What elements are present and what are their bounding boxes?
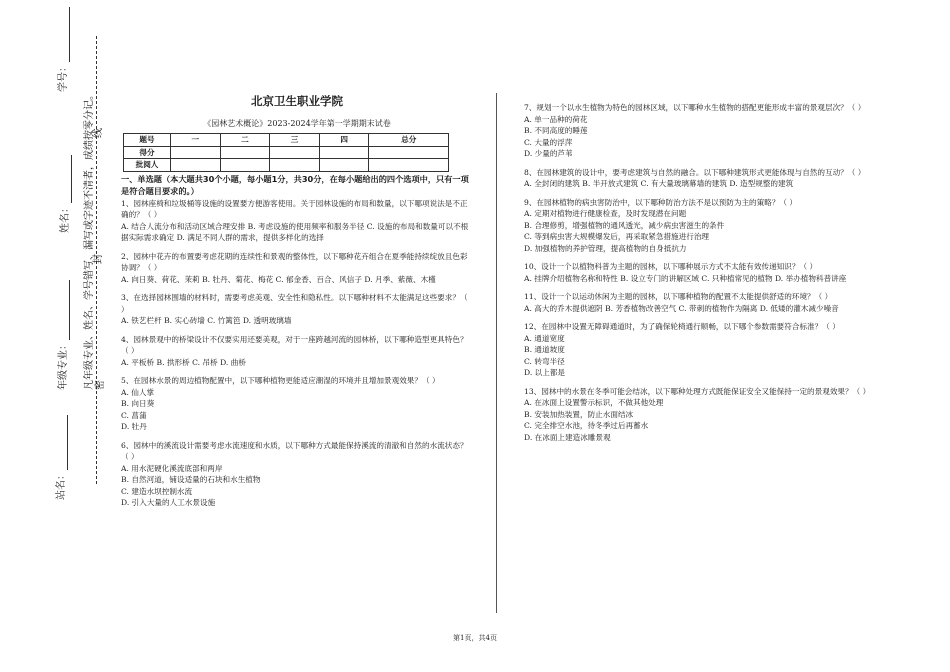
right-column <box>524 102 878 450</box>
question-option: B. 不同高度的睡莲 <box>524 126 588 135</box>
left-column <box>121 96 473 516</box>
question-option: A. 仙人掌 <box>121 387 155 397</box>
question-option: C. 建造水坝控制水流 <box>121 486 193 496</box>
question-option: C. 等到病虫害大规模爆发后，再采取紧急措施进行治理 <box>524 232 710 241</box>
question-option: A. 通道宽度 <box>524 333 565 343</box>
question <box>524 261 878 284</box>
question-option: A. 结合人流分布和活动区域合理安排 B. 考虑设施的使用频率和服务半径 C. 设施的布局和数量可以不根据实际需求确定 D. 满足不同人群的需求，提供多样化的选择 <box>121 221 469 242</box>
question-option: A. 向日葵、荷花、茉莉 B. 牡丹、菊花、梅花 C. 郁金香、百合、风信子 D. 月季、紫薇、木槿 <box>121 274 436 284</box>
question <box>121 292 473 327</box>
question-option: A. 高大的乔木提供遮阴 B. 芳香植物改善空气 C. 带刺的植物作为隔离 D. 低矮的灌木减少噪音 <box>524 303 839 313</box>
question <box>121 375 473 433</box>
question-stem: 12、在园林中设置无障碍通道时，为了确保轮椅通行顺畅，以下哪个参数需要符合标准？（ ） <box>524 322 840 331</box>
line-marker: 线 <box>93 128 104 138</box>
question-option: D. 以上都是 <box>524 368 566 377</box>
question-option: C. 大量的浮萍 <box>524 137 573 147</box>
score-col: 三 <box>270 134 320 147</box>
question-stem: 10、设计一个以植物科普为主题的园林，以下哪种展示方式不太能有效传递知识？（ ） <box>524 262 818 271</box>
score-row-label: 得分 <box>124 146 171 159</box>
question-stem: 2、园林中花卉的布置要考虑花期的连续性和景观的整体性，以下哪种花卉组合在夏季能持续绽放且色彩协调？（ ） <box>121 251 468 272</box>
binding-warning: 凡年级专业、姓名、学号错写、漏写或字迹不清者，成绩按零分记。 <box>84 90 95 390</box>
name-field: 姓名： <box>60 155 72 233</box>
exam-site-field: 站名： <box>56 415 68 500</box>
question-stem: 11、设计一个以运动休闲为主题的园林，以下哪种植物的配置不太能提供舒适的环境？（ ） <box>524 292 833 301</box>
question-stem: 6、园林中的溪流设计需要考虑水流速度和水质，以下哪种方式最能保持溪流的清澈和自然的水流状态？（ ） <box>121 440 468 461</box>
question-option: C. 完全排空水池，待冬季过后再蓄水 <box>524 421 649 430</box>
question-option: D. 引入大量的人工水景设施 <box>121 498 216 507</box>
binding-strip <box>0 0 118 672</box>
score-table-header <box>124 134 449 147</box>
question <box>524 167 878 190</box>
question <box>121 440 473 509</box>
question-option: B. 合理修剪，增强植物的通风透光，减少病虫害滋生的条件 <box>524 220 725 230</box>
question <box>524 197 878 255</box>
question-stem: 9、在园林植物的病虫害防治中，以下哪种防治方法不是以预防为主的策略？（ ） <box>524 197 798 207</box>
question-option: A. 铁艺栏杆 B. 实心砖墙 C. 竹篱笆 D. 透明玻璃墙 <box>121 316 292 325</box>
question-stem: 1、园林座椅和垃圾桶等设施的设置要方便游客使用。关于园林设施的布局和数量，以下哪项说法是不正确的？（ ） <box>121 198 468 219</box>
question <box>524 102 878 160</box>
question-stem: 7、规划一个以水生植物为特色的园林区域，以下哪种水生植物的搭配更能形成丰富的景观层次？（ ） <box>524 103 866 112</box>
question-stem: 3、在选择园林围墙的材料时，需要考虑美观、安全性和隐私性。以下哪种材料不太能满足这些要求？（ ） <box>121 293 468 314</box>
question-option: A. 挂牌介绍植物名称和特性 B. 设立专门的讲解区域 C. 只种植常见的植物 D. 举办植物科普讲座 <box>524 273 847 283</box>
question-option: C. 菖蒲 <box>121 410 147 420</box>
question-option: B. 自然河道，铺设适量的石块和水生植物 <box>121 475 261 484</box>
grader-row-label: 批阅人 <box>124 159 171 172</box>
question-list-left <box>121 198 473 509</box>
question-list-right <box>524 102 878 443</box>
question <box>524 386 878 444</box>
question <box>121 334 473 369</box>
grader-row <box>124 159 449 172</box>
question <box>524 291 878 314</box>
question-option: B. 通道坡度 <box>524 345 565 354</box>
seal-marker-2: 封 <box>93 254 104 264</box>
page-footer: 第1页，共4页 <box>453 634 497 642</box>
score-col-label: 题号 <box>124 134 171 147</box>
question-option: A. 单一品种的荷花 <box>524 114 588 124</box>
score-col-total: 总分 <box>369 134 449 147</box>
question-stem: 8、在园林建筑的设计中，要考虑建筑与自然的融合。以下哪种建筑形式更能体现与自然的互动？（ ） <box>524 167 866 177</box>
question-option: A. 平板桥 B. 拱形桥 C. 吊桥 D. 曲桥 <box>121 357 246 367</box>
question-stem: 5、在园林水景的周边植物配置中，以下哪种植物更能适应潮湿的环境并且增加景观效果？（ ） <box>121 376 440 385</box>
question-option: A. 在冰面上设置警示标识，不做其他处理 <box>524 398 664 407</box>
question <box>121 251 473 286</box>
question <box>524 321 878 379</box>
section-title: 一、单选题（本大题共30个小题，每小题1分，共30分，在每小题给出的四个选项中，只有一项是符合题目要求的。） <box>121 173 469 196</box>
question-option: D. 牡丹 <box>121 422 147 431</box>
seal-marker: 密 <box>95 380 106 390</box>
question-stem: 4、园林景观中的桥梁设计不仅要实用还要美观，对于一座跨越河流的园林桥，以下哪种造型更具特色？（ ） <box>121 334 468 355</box>
question-option: D. 在冰面上建造冰雕景观 <box>524 432 611 442</box>
exam-title: 《园林艺术概论》2023-2024学年第一学期期末试卷 <box>203 118 391 128</box>
school-name: 北京卫生职业学院 <box>251 94 343 108</box>
question-option: D. 加强植物的养护管理，提高植物的自身抵抗力 <box>524 243 687 253</box>
score-row <box>124 146 449 159</box>
score-col: 四 <box>319 134 369 147</box>
student-id-field: 学号： <box>58 7 70 92</box>
score-table <box>123 133 449 172</box>
question-option: A. 用水泥硬化溪流底部和两岸 <box>121 463 223 473</box>
column-divider <box>496 93 497 613</box>
grade-major-field: 年级专业： <box>58 280 70 390</box>
question-option: A. 全封闭的建筑 B. 半开放式建筑 C. 有大量玻璃幕墙的建筑 D. 造型规整的建筑 <box>524 179 794 188</box>
score-col: 二 <box>220 134 270 147</box>
question-option: B. 向日葵 <box>121 399 155 408</box>
score-col: 一 <box>171 134 221 147</box>
question-stem: 13、园林中的水景在冬季可能会结冰，以下哪种处理方式既能保证安全又能保持一定的景观效果？（ ） <box>524 386 871 396</box>
question-option: C. 转弯半径 <box>524 356 565 366</box>
question-option: A. 定期对植物进行健康检查，及时发现潜在问题 <box>524 209 687 218</box>
question-option: D. 少量的芦苇 <box>524 149 573 158</box>
question-option: B. 安装加热装置，防止水面结冰 <box>524 409 634 419</box>
question <box>121 198 473 244</box>
